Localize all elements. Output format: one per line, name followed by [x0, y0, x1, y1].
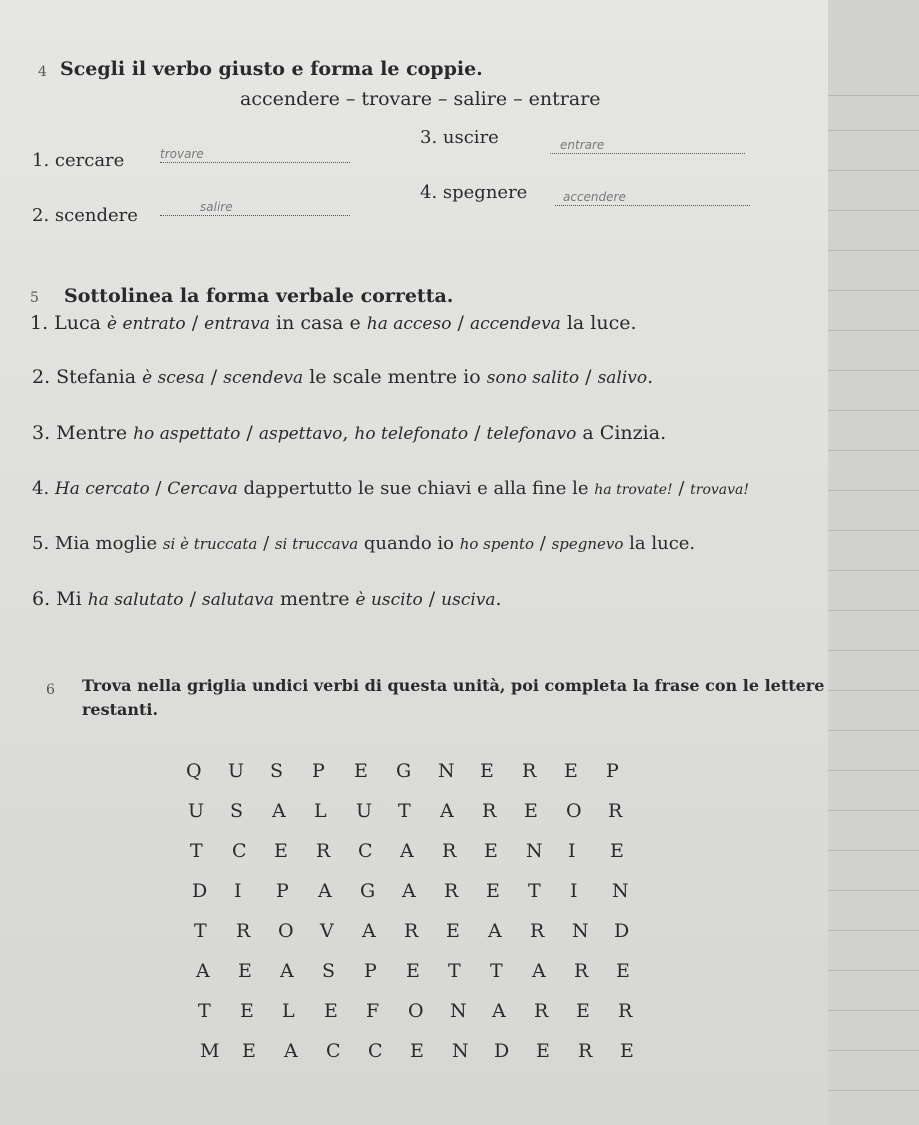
grid-letter[interactable]: I: [568, 840, 576, 862]
grid-letter[interactable]: T: [528, 880, 541, 902]
ex4-item-2-label: 2. scendere: [32, 205, 138, 226]
grid-letter[interactable]: R: [316, 840, 331, 862]
grid-letter[interactable]: N: [572, 920, 589, 942]
grid-letter[interactable]: T: [448, 960, 461, 982]
grid-letter[interactable]: E: [240, 1000, 254, 1022]
grid-letter[interactable]: N: [452, 1040, 469, 1062]
grid-letter[interactable]: T: [490, 960, 503, 982]
ex4-item-4-answer: accendere: [563, 190, 626, 204]
grid-letter[interactable]: E: [406, 960, 420, 982]
ex4-item-3-answer: entrare: [560, 138, 605, 152]
grid-letter[interactable]: E: [564, 760, 578, 782]
grid-letter[interactable]: A: [362, 920, 376, 942]
ex4-item-1-label: 1. cercare: [32, 150, 125, 171]
grid-letter[interactable]: P: [364, 960, 377, 982]
grid-letter[interactable]: E: [524, 800, 538, 822]
grid-letter[interactable]: M: [200, 1040, 220, 1062]
grid-letter[interactable]: O: [408, 1000, 424, 1022]
grid-letter[interactable]: O: [566, 800, 582, 822]
grid-letter[interactable]: L: [282, 1000, 295, 1022]
grid-letter[interactable]: C: [368, 1040, 383, 1062]
grid-letter[interactable]: A: [532, 960, 546, 982]
grid-letter[interactable]: D: [192, 880, 208, 902]
exercise-4-verb-list: accendere – trovare – salire – entrare: [240, 88, 601, 110]
grid-letter[interactable]: I: [570, 880, 578, 902]
exercise-6-title: Trova nella griglia undici verbi di questa unità, poi completa la frase con le lettere: [82, 676, 825, 695]
exercise-4-title: Scegli il verbo giusto e forma le coppie.: [60, 58, 483, 80]
grid-row: [200, 1040, 662, 1062]
grid-letter[interactable]: C: [358, 840, 373, 862]
grid-row: [192, 880, 654, 902]
exercise-4-number: 4: [38, 64, 47, 80]
grid-letter[interactable]: R: [534, 1000, 549, 1022]
grid-letter[interactable]: R: [404, 920, 419, 942]
grid-letter[interactable]: E: [242, 1040, 256, 1062]
exercise-5-title: Sottolinea la forma verbale corretta.: [64, 285, 454, 307]
ex5-sentence-2[interactable]: 2. Stefania è scesa / scendeva le scale mentre io sono salito / salivo.: [32, 366, 654, 388]
grid-letter[interactable]: R: [236, 920, 251, 942]
grid-letter[interactable]: A: [400, 840, 414, 862]
grid-letter[interactable]: R: [530, 920, 545, 942]
grid-letter[interactable]: V: [320, 920, 334, 942]
grid-row: [186, 760, 648, 782]
grid-letter[interactable]: T: [198, 1000, 211, 1022]
grid-letter[interactable]: R: [608, 800, 623, 822]
grid-letter[interactable]: R: [444, 880, 459, 902]
ex4-item-2-answer-line[interactable]: [160, 196, 350, 216]
ex5-sentence-5[interactable]: 5. Mia moglie si è truccata / si truccava quando io ho spento / spegnevo la luce.: [32, 533, 696, 554]
grid-letter[interactable]: E: [536, 1040, 550, 1062]
grid-letter[interactable]: S: [270, 760, 284, 782]
grid-letter[interactable]: R: [578, 1040, 593, 1062]
ex4-item-2-answer: salire: [200, 200, 233, 214]
grid-letter[interactable]: T: [190, 840, 203, 862]
grid-letter[interactable]: E: [324, 1000, 338, 1022]
grid-letter[interactable]: E: [410, 1040, 424, 1062]
grid-letter[interactable]: E: [446, 920, 460, 942]
grid-letter[interactable]: N: [438, 760, 455, 782]
grid-letter[interactable]: U: [228, 760, 245, 782]
grid-letter[interactable]: T: [398, 800, 411, 822]
grid-letter[interactable]: N: [612, 880, 629, 902]
grid-letter[interactable]: I: [234, 880, 242, 902]
exercise-6-number: 6: [46, 682, 55, 698]
ex5-sentence-3[interactable]: 3. Mentre ho aspettato / aspettavo, ho telefonato / telefonavo a Cinzia.: [32, 422, 667, 444]
ex4-item-1-answer-line[interactable]: [160, 143, 350, 163]
grid-letter[interactable]: A: [272, 800, 286, 822]
ex4-item-3-answer-line[interactable]: [550, 134, 745, 154]
grid-letter[interactable]: E: [576, 1000, 590, 1022]
ex4-item-4-answer-line[interactable]: [555, 186, 750, 206]
grid-row: [198, 1000, 660, 1022]
grid-letter[interactable]: G: [360, 880, 376, 902]
grid-letter[interactable]: E: [610, 840, 624, 862]
grid-letter[interactable]: C: [326, 1040, 341, 1062]
grid-row: [194, 920, 656, 942]
grid-row: [190, 840, 652, 862]
ex4-item-4-label: 4. spegnere: [420, 182, 528, 203]
ex5-sentence-4[interactable]: 4. Ha cercato / Cercava dappertutto le sue chiavi e alla fine le ha trovate! / trovava!: [32, 478, 750, 499]
grid-letter[interactable]: G: [396, 760, 412, 782]
grid-letter[interactable]: S: [230, 800, 244, 822]
grid-letter[interactable]: A: [284, 1040, 298, 1062]
grid-letter[interactable]: R: [574, 960, 589, 982]
exercise-5-number: 5: [30, 290, 39, 306]
grid-row: [196, 960, 658, 982]
grid-letter[interactable]: O: [278, 920, 294, 942]
grid-letter[interactable]: A: [280, 960, 294, 982]
grid-letter[interactable]: N: [450, 1000, 467, 1022]
grid-letter[interactable]: R: [522, 760, 537, 782]
grid-letter[interactable]: P: [312, 760, 325, 782]
grid-letter[interactable]: E: [274, 840, 288, 862]
grid-letter[interactable]: E: [480, 760, 494, 782]
grid-letter[interactable]: R: [442, 840, 457, 862]
grid-letter[interactable]: P: [276, 880, 289, 902]
grid-letter[interactable]: E: [616, 960, 630, 982]
grid-letter[interactable]: A: [318, 880, 332, 902]
exercise-6-title-continued: restanti.: [82, 700, 159, 719]
grid-letter[interactable]: E: [238, 960, 252, 982]
grid-letter[interactable]: U: [188, 800, 205, 822]
grid-letter[interactable]: T: [194, 920, 207, 942]
grid-letter[interactable]: L: [314, 800, 327, 822]
handwritten-margin-note: [830, 820, 860, 1100]
grid-letter[interactable]: N: [526, 840, 543, 862]
grid-letter[interactable]: A: [196, 960, 210, 982]
grid-letter[interactable]: A: [440, 800, 454, 822]
grid-letter[interactable]: A: [488, 920, 502, 942]
ex4-item-1-answer: trovare: [160, 147, 204, 161]
grid-letter[interactable]: C: [232, 840, 247, 862]
ex5-sentence-1[interactable]: 1. Luca è entrato / entrava in casa e ha acceso / accendeva la luce.: [30, 312, 637, 334]
grid-letter[interactable]: A: [402, 880, 416, 902]
grid-letter[interactable]: U: [356, 800, 373, 822]
grid-letter[interactable]: Q: [186, 760, 202, 782]
grid-letter[interactable]: E: [484, 840, 498, 862]
grid-letter[interactable]: E: [486, 880, 500, 902]
grid-letter[interactable]: D: [614, 920, 630, 942]
grid-letter[interactable]: R: [618, 1000, 633, 1022]
ex5-sentence-6[interactable]: 6. Mi ha salutato / salutava mentre è uscito / usciva.: [32, 588, 502, 610]
grid-letter[interactable]: F: [366, 1000, 380, 1022]
grid-letter[interactable]: P: [606, 760, 619, 782]
grid-row: [188, 800, 650, 822]
grid-letter[interactable]: A: [492, 1000, 506, 1022]
grid-letter[interactable]: D: [494, 1040, 510, 1062]
grid-letter[interactable]: E: [620, 1040, 634, 1062]
grid-letter[interactable]: E: [354, 760, 368, 782]
ex4-item-3-label: 3. uscire: [420, 127, 499, 148]
grid-letter[interactable]: R: [482, 800, 497, 822]
grid-letter[interactable]: S: [322, 960, 336, 982]
